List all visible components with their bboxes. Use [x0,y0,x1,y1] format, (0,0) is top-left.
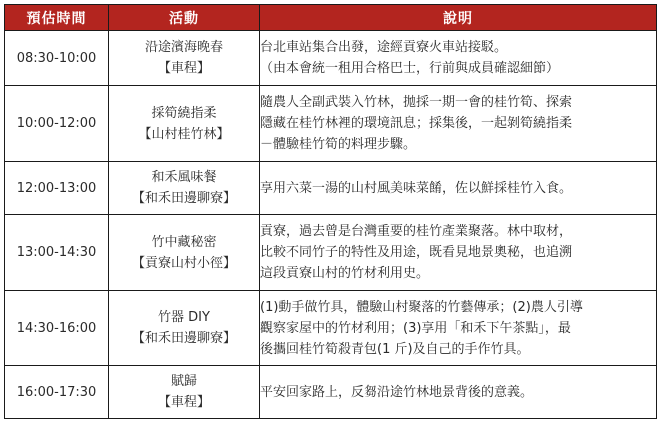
description-line: 比較不同竹子的特性及用途，既看見地景奧秘，也追溯 [260,245,573,260]
table-header-row [5,5,657,31]
time-cell: 10:00-12:00 [5,86,109,162]
activity-cell [109,215,260,291]
table-row [5,215,657,291]
header-activity: 活動 [109,5,260,31]
activity-name: 賦歸 [170,374,197,389]
time-cell: 14:30-16:00 [5,291,109,366]
description-cell [260,291,657,366]
description-line: 觀察家屋中的竹材利用；(3)享用「和禾下午茶點」，最 [260,320,571,336]
activity-place: 【山村桂竹林】 [138,126,230,142]
time-cell: 12:00-13:00 [5,162,109,215]
activity-place: 【和禾田邊聊寮】 [131,331,236,346]
activity-place: 【和禾田邊聊寮】 [131,191,236,206]
activity-cell [109,366,260,419]
activity-name: 沿途濱海晚春 [144,40,223,55]
header-description: 說明 [260,5,657,31]
description-line: 隱藏在桂竹林裡的環境訊息；採集後，一起剝筍繞指柔 [260,116,573,131]
table-row [5,291,657,366]
activity-name: 和禾風味餐 [151,170,217,185]
table-row [5,86,657,162]
description-line: 後攜回桂竹筍殺青包(1 斤)及自己的手作竹具。 [260,341,530,357]
description-cell [260,366,657,419]
activity-name: 竹中藏秘密 [151,234,217,250]
time-cell: 08:30-10:00 [5,31,109,86]
activity-name: 採筍繞指柔 [151,105,217,121]
description-cell [260,162,657,215]
description-line: 這段貢寮山村的竹材利用史。 [260,266,430,281]
description-line: 貢寮，過去曾是台灣重要的桂竹產業聚落。林中取材， [260,224,573,239]
description-line: （由本會統一租用合格巴士，行前與成員確認細節） [260,61,560,76]
activity-cell [109,86,260,162]
activity-cell [109,291,260,366]
activity-place: 【貢寮山村小徑】 [131,255,236,271]
description-cell [260,215,657,291]
activity-cell [109,162,260,215]
description-line: 台北車站集合出發，途經貢寮火車站接駁。 [260,40,508,55]
description-cell [260,31,657,86]
activity-place: 【車程】 [157,395,210,410]
activity-place: 【車程】 [157,61,210,76]
time-cell: 16:00-17:30 [5,366,109,419]
description-line: 平安回家路上，反芻沿途竹林地景背後的意義。 [260,384,534,400]
description-line: 隨農人全副武裝入竹林，拋採一期一會的桂竹筍、探索 [260,95,573,110]
description-cell [260,86,657,162]
time-cell: 13:00-14:30 [5,215,109,291]
table-row [5,31,657,86]
activity-name: 竹器 DIY [158,310,210,325]
table-row [5,162,657,215]
description-line: 享用六菜一湯的山村風美味菜餚，佐以鮮採桂竹入食。 [260,180,573,196]
table-row [5,366,657,419]
header-time: 預估時間 [5,5,109,31]
itinerary-table [4,4,657,419]
description-line: (1)動手做竹具，體驗山村聚落的竹藝傳承；(2)農人引導 [260,299,583,315]
description-line: －體驗桂竹筍的料理步驟。 [260,137,417,152]
activity-cell [109,31,260,86]
